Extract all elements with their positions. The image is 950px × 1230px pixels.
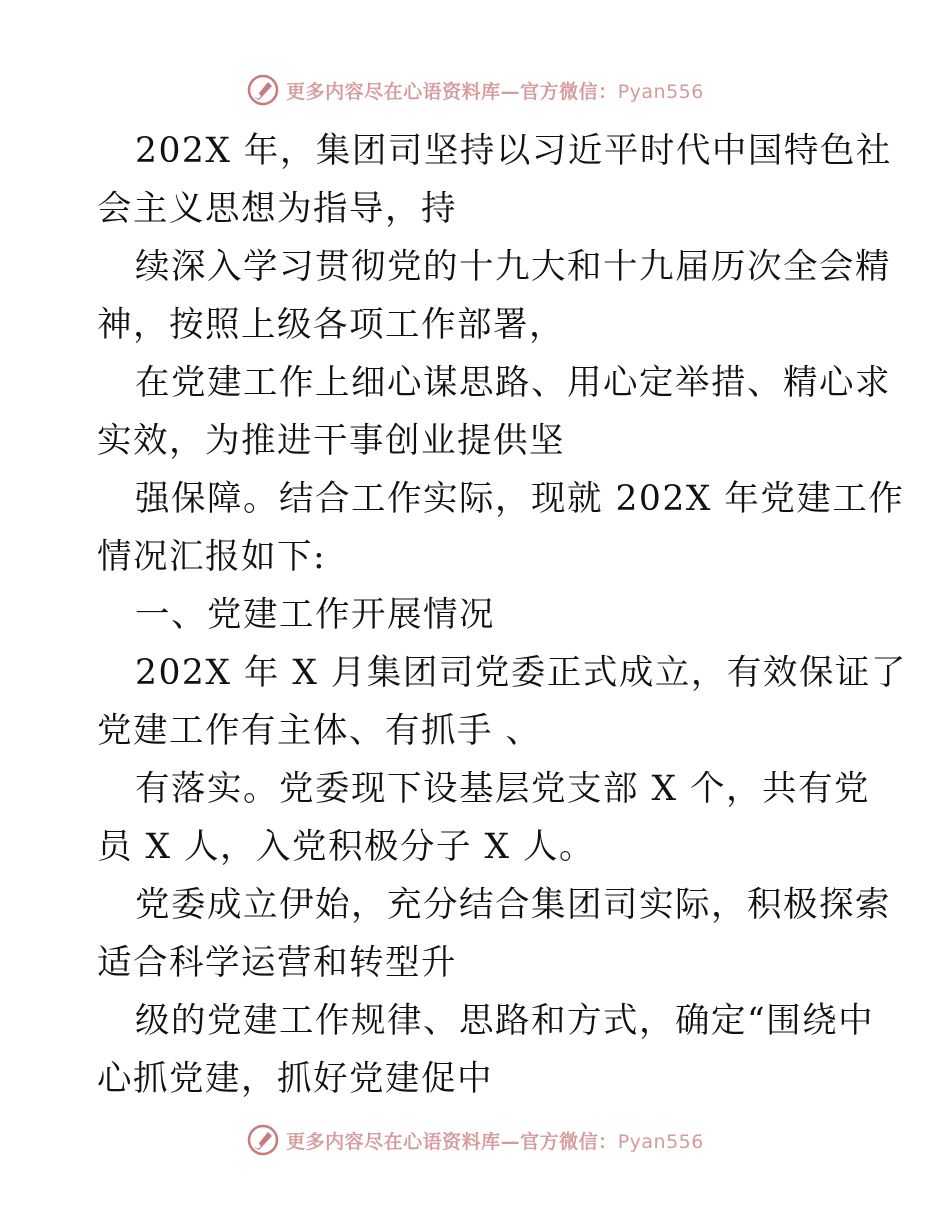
paragraph (97, 354, 891, 470)
paragraph-line: 强保障。结合工作实际，现就 202X 年党建工作 (135, 479, 905, 519)
paragraph-line: 党建工作有主体、有抓手 、 (97, 711, 542, 751)
section-heading (97, 586, 853, 644)
paragraph (97, 238, 891, 354)
paragraph (97, 876, 891, 992)
paragraph-line: 员 X 人，入党积极分子 X 人。 (97, 827, 595, 867)
paragraph-line: 适合科学运营和转型升 (97, 943, 457, 983)
paragraph (97, 122, 892, 238)
paragraph-line: 党委成立伊始，充分结合集团司实际，积极探索 (135, 885, 891, 925)
paragraph-line: 情况汇报如下: (97, 537, 327, 577)
paragraph-line: 202X 年，集团司坚持以习近平时代中国特色社 (135, 131, 892, 171)
paragraph-line: 神，按照上级各项工作部署， (97, 305, 565, 345)
section-heading-text: 一、党建工作开展情况 (135, 595, 495, 635)
document-body (97, 122, 907, 1108)
watermark-text: 更多内容尽在心语资料库—官方微信：Pyan556 (286, 1130, 704, 1153)
paragraph (97, 644, 907, 760)
paragraph-line: 实效，为推进干事创业提供坚 (97, 421, 565, 461)
paragraph (97, 760, 870, 876)
paragraph-line: 级的党建工作规律、思路和方式，确定“围绕中 (135, 1001, 875, 1041)
watermark-footer (0, 1120, 950, 1160)
paragraph-line: 在党建工作上细心谋思路、用心定举措、精心求 (135, 363, 891, 403)
watermark-text: 更多内容尽在心语资料库—官方微信：Pyan556 (286, 80, 704, 103)
paragraph-line: 心抓党建，抓好党建促中 (97, 1059, 493, 1099)
paragraph (97, 470, 905, 586)
paragraph-line: 会主义思想为指导，持 (97, 189, 457, 229)
pen-nib-logo-icon (246, 73, 280, 107)
paragraph (97, 992, 875, 1108)
paragraph-line: 有落实。党委现下设基层党支部 X 个，共有党 (135, 769, 870, 809)
paragraph-line: 续深入学习贯彻党的十九大和十九届历次全会精 (135, 247, 891, 287)
paragraph-line: 202X 年 X 月集团司党委正式成立，有效保证了 (135, 653, 907, 693)
watermark-header (0, 70, 950, 110)
pen-nib-logo-icon (246, 1123, 280, 1157)
